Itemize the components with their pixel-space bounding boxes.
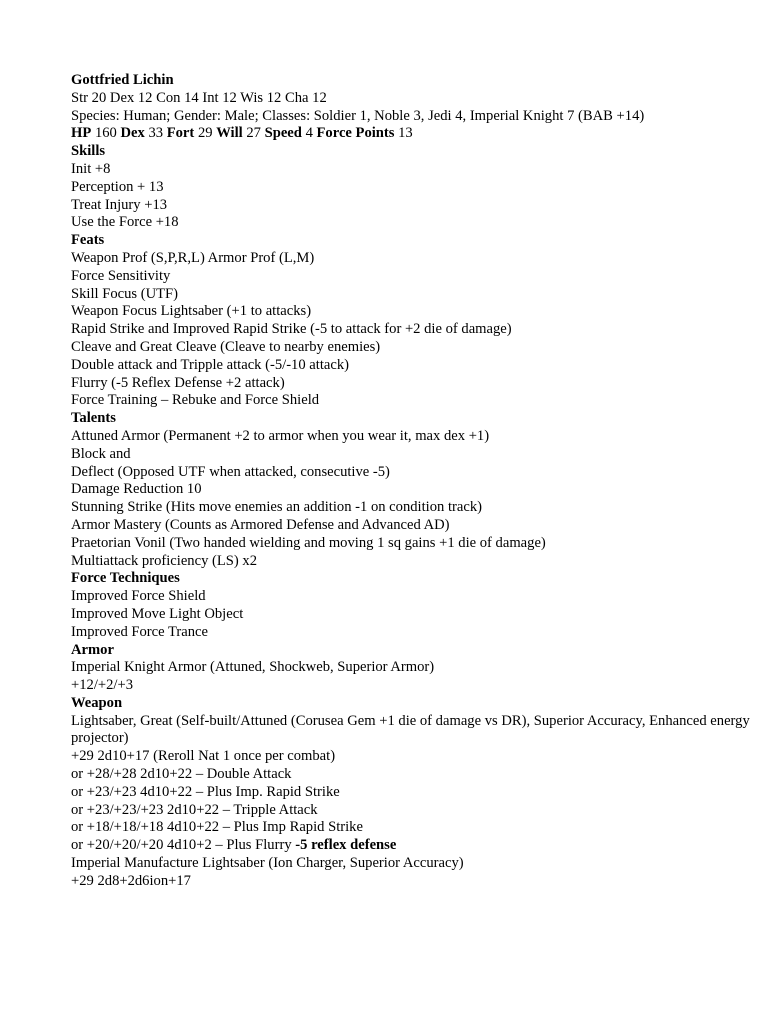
- feat-item: Double attack and Tripple attack (-5/-10 attack): [71, 356, 350, 373]
- weapon-description: Lightsaber, Great (Self-built/Attuned (Corusea Gem +1 die of damage vs DR), Superior Accuracy, Enhanced energy projector): [71, 712, 750, 747]
- feat-item: Flurry (-5 Reflex Defense +2 attack): [71, 374, 285, 391]
- armor-item: Imperial Knight Armor (Attuned, Shockweb, Superior Armor): [71, 659, 435, 676]
- ability-scores: Str 20 Dex 12 Con 14 Int 12 Wis 12 Cha 12: [71, 89, 327, 106]
- force-points-label: Force Points: [316, 125, 395, 142]
- dex-value: 33: [148, 125, 164, 142]
- weapon-attack-line: or +18/+18/+18 4d10+22 – Plus Imp Rapid Strike: [71, 819, 363, 836]
- feat-item: Rapid Strike and Improved Rapid Strike (-5 to attack for +2 die of damage): [71, 321, 512, 338]
- stat-block-document: [71, 72, 751, 891]
- talent-item: Praetorian Vonil (Two handed wielding and moving 1 sq gains +1 die of damage): [71, 534, 546, 551]
- skill-item: Perception + 13: [71, 178, 164, 195]
- feat-item: Force Training – Rebuke and Force Shield: [71, 392, 320, 409]
- hp-label: HP: [71, 125, 92, 142]
- skill-item: Init +8: [71, 160, 111, 177]
- talent-item: Multiattack proficiency (LS) x2: [71, 552, 258, 569]
- feat-item: Skill Focus (UTF): [71, 285, 179, 302]
- skills-heading: Skills: [71, 143, 106, 160]
- force-points-value: 13: [398, 125, 413, 142]
- force-technique-item: Improved Move Light Object: [71, 605, 244, 622]
- skill-item: Treat Injury +13: [71, 196, 168, 213]
- weapon-attack-flurry-line: or +20/+20/+20 4d10+2 – Plus Flurry -5 reflex defense: [71, 837, 397, 854]
- will-value: 27: [246, 125, 261, 142]
- defense-stats-line: [71, 125, 751, 143]
- talent-item: Armor Mastery (Counts as Armored Defense and Advanced AD): [71, 516, 450, 533]
- talent-item: Deflect (Opposed UTF when attacked, consecutive -5): [71, 463, 390, 480]
- speed-value: 4: [305, 125, 313, 142]
- talent-item: Stunning Strike (Hits move enemies an addition -1 on condition track): [71, 499, 482, 516]
- second-weapon: Imperial Manufacture Lightsaber (Ion Charger, Superior Accuracy): [71, 855, 464, 872]
- feat-item: Weapon Focus Lightsaber (+1 to attacks): [71, 303, 312, 320]
- talent-item: Attuned Armor (Permanent +2 to armor when you wear it, max dex +1): [71, 427, 490, 444]
- force-techniques-heading: Force Techniques: [71, 570, 180, 587]
- fort-label: Fort: [166, 125, 195, 142]
- armor-heading: Armor: [71, 641, 114, 658]
- will-label: Will: [216, 125, 243, 142]
- species-classes-line: Species: Human; Gender: Male; Classes: Soldier 1, Noble 3, Jedi 4, Imperial Knight 7 (BAB +14): [71, 107, 645, 124]
- feat-item: Cleave and Great Cleave (Cleave to nearby enemies): [71, 338, 381, 355]
- second-weapon-attack: +29 2d8+2d6ion+17: [71, 872, 191, 889]
- hp-value: 160: [94, 125, 117, 142]
- fort-value: 29: [197, 125, 213, 142]
- weapon-heading: Weapon: [71, 694, 123, 711]
- force-technique-item: Improved Force Trance: [71, 623, 208, 640]
- dex-label: Dex: [120, 125, 145, 142]
- force-technique-item: Improved Force Shield: [71, 588, 206, 605]
- character-name: Gottfried Lichin: [71, 72, 174, 88]
- weapon-attack-line: or +23/+23 4d10+22 – Plus Imp. Rapid Strike: [71, 783, 340, 800]
- talent-item: Block and: [71, 445, 131, 462]
- weapon-attack-line: or +23/+23/+23 2d10+22 – Tripple Attack: [71, 801, 318, 818]
- feat-item: Weapon Prof (S,P,R,L) Armor Prof (L,M): [71, 249, 315, 266]
- weapon-attack-line: +29 2d10+17 (Reroll Nat 1 once per combat): [71, 748, 336, 765]
- feat-item: Force Sensitivity: [71, 267, 171, 284]
- talent-item: Damage Reduction 10: [71, 481, 202, 498]
- speed-label: Speed: [264, 125, 302, 142]
- weapon-attack-line: or +28/+28 2d10+22 – Double Attack: [71, 766, 292, 783]
- talents-heading: Talents: [71, 410, 116, 427]
- feats-heading: Feats: [71, 232, 105, 249]
- skill-item: Use the Force +18: [71, 214, 179, 231]
- flurry-penalty: -5 reflex defense: [295, 837, 397, 854]
- armor-item: +12/+2/+3: [71, 677, 133, 694]
